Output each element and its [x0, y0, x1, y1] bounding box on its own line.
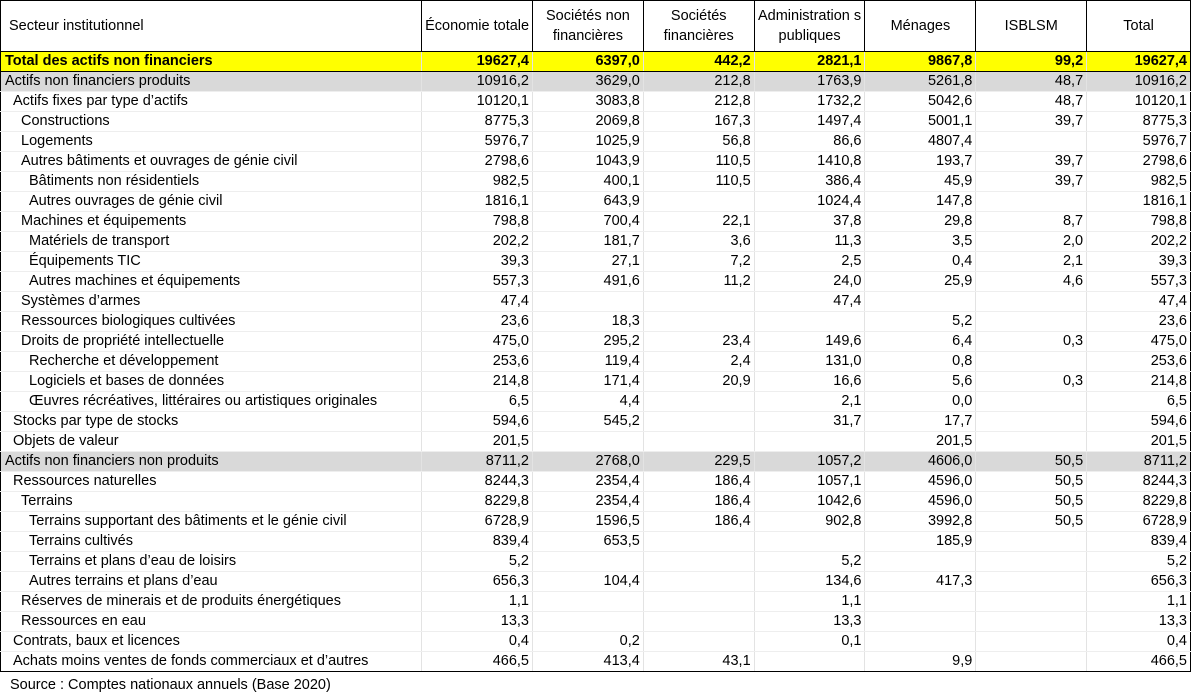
cell-value: 11,2: [643, 272, 754, 292]
row-label: Total des actifs non financiers: [1, 52, 422, 72]
cell-value: 1816,1: [1087, 192, 1191, 212]
cell-value: 3,6: [643, 232, 754, 252]
cell-value: 982,5: [1087, 172, 1191, 192]
row-label: Autres machines et équipements: [1, 272, 422, 292]
cell-value: 253,6: [1087, 352, 1191, 372]
cell-value: 10120,1: [422, 92, 533, 112]
cell-value: 50,5: [976, 472, 1087, 492]
table-row: [1, 232, 1191, 252]
cell-value: 202,2: [422, 232, 533, 252]
cell-value: 2,4: [643, 352, 754, 372]
cell-value: 8244,3: [422, 472, 533, 492]
cell-value: 5042,6: [865, 92, 976, 112]
cell-value: 13,3: [1087, 612, 1191, 632]
cell-value: 185,9: [865, 532, 976, 552]
row-label: Terrains et plans d’eau de loisirs: [1, 552, 422, 572]
cell-value: 653,5: [533, 532, 644, 552]
table-row: [1, 452, 1191, 472]
cell-value: 0,4: [1087, 632, 1191, 652]
cell-value: 8711,2: [1087, 452, 1191, 472]
cell-value: 253,6: [422, 352, 533, 372]
cell-value: [865, 552, 976, 572]
row-label: Logements: [1, 132, 422, 152]
cell-value: 56,8: [643, 132, 754, 152]
cell-value: 5976,7: [422, 132, 533, 152]
table-row: [1, 512, 1191, 532]
cell-value: [976, 612, 1087, 632]
cell-value: 37,8: [754, 212, 865, 232]
cell-value: 17,7: [865, 412, 976, 432]
row-label: Droits de propriété intellectuelle: [1, 332, 422, 352]
row-label: Recherche et développement: [1, 352, 422, 372]
cell-value: [643, 392, 754, 412]
cell-value: 417,3: [865, 572, 976, 592]
cell-value: 466,5: [422, 652, 533, 672]
table-row: [1, 352, 1191, 372]
row-label: Actifs non financiers non produits: [1, 452, 422, 472]
cell-value: 50,5: [976, 452, 1087, 472]
cell-value: 23,6: [422, 312, 533, 332]
table-body: [1, 52, 1191, 672]
cell-value: 1024,4: [754, 192, 865, 212]
cell-value: 386,4: [754, 172, 865, 192]
cell-value: 201,5: [865, 432, 976, 452]
cell-value: 798,8: [422, 212, 533, 232]
cell-value: 147,8: [865, 192, 976, 212]
table-row: [1, 392, 1191, 412]
row-label: Contrats, baux et licences: [1, 632, 422, 652]
cell-value: 39,7: [976, 112, 1087, 132]
cell-value: 2,1: [976, 252, 1087, 272]
cell-value: 5,2: [1087, 552, 1191, 572]
cell-value: 0,3: [976, 332, 1087, 352]
cell-value: 442,2: [643, 52, 754, 72]
cell-value: 9867,8: [865, 52, 976, 72]
cell-value: 119,4: [533, 352, 644, 372]
cell-value: 557,3: [1087, 272, 1191, 292]
table-row: [1, 132, 1191, 152]
cell-value: 29,8: [865, 212, 976, 232]
cell-value: 594,6: [422, 412, 533, 432]
cell-value: 50,5: [976, 512, 1087, 532]
cell-value: [976, 392, 1087, 412]
row-label: Ressources naturelles: [1, 472, 422, 492]
cell-value: 167,3: [643, 112, 754, 132]
cell-value: 4807,4: [865, 132, 976, 152]
table-row: [1, 112, 1191, 132]
cell-value: 2354,4: [533, 492, 644, 512]
header-administrations-publiques: Administration s publiques: [754, 1, 865, 52]
cell-value: 6397,0: [533, 52, 644, 72]
cell-value: 23,6: [1087, 312, 1191, 332]
header-total: Total: [1087, 1, 1191, 52]
table-row: [1, 372, 1191, 392]
table-row: [1, 172, 1191, 192]
cell-value: 6,5: [1087, 392, 1191, 412]
cell-value: [643, 572, 754, 592]
cell-value: 45,9: [865, 172, 976, 192]
cell-value: 186,4: [643, 512, 754, 532]
header-societes-financieres: Sociétés financières: [643, 1, 754, 52]
row-label: Stocks par type de stocks: [1, 412, 422, 432]
row-label: Achats moins ventes de fonds commerciaux et d’autres: [1, 652, 422, 672]
cell-value: 2798,6: [1087, 152, 1191, 172]
row-label: Réserves de minerais et de produits énergétiques: [1, 592, 422, 612]
cell-value: [976, 572, 1087, 592]
cell-value: 13,3: [422, 612, 533, 632]
cell-value: 8229,8: [422, 492, 533, 512]
cell-value: 5976,7: [1087, 132, 1191, 152]
cell-value: 48,7: [976, 92, 1087, 112]
cell-value: 186,4: [643, 472, 754, 492]
cell-value: 201,5: [1087, 432, 1191, 452]
table-row: [1, 612, 1191, 632]
cell-value: 212,8: [643, 72, 754, 92]
cell-value: 700,4: [533, 212, 644, 232]
cell-value: 39,7: [976, 172, 1087, 192]
cell-value: 3083,8: [533, 92, 644, 112]
cell-value: 1025,9: [533, 132, 644, 152]
row-label: Autres ouvrages de génie civil: [1, 192, 422, 212]
table-row: [1, 72, 1191, 92]
cell-value: 2,1: [754, 392, 865, 412]
row-label: Équipements TIC: [1, 252, 422, 272]
cell-value: 186,4: [643, 492, 754, 512]
cell-value: 0,8: [865, 352, 976, 372]
cell-value: 3,5: [865, 232, 976, 252]
cell-value: 2354,4: [533, 472, 644, 492]
header-sector: Secteur institutionnel: [1, 1, 422, 52]
cell-value: 1,1: [422, 592, 533, 612]
cell-value: [865, 592, 976, 612]
cell-value: [976, 432, 1087, 452]
cell-value: 9,9: [865, 652, 976, 672]
cell-value: [643, 292, 754, 312]
cell-value: 8711,2: [422, 452, 533, 472]
cell-value: [643, 632, 754, 652]
cell-value: 1816,1: [422, 192, 533, 212]
cell-value: 5261,8: [865, 72, 976, 92]
row-label: Terrains: [1, 492, 422, 512]
cell-value: 2798,6: [422, 152, 533, 172]
cell-value: 2,0: [976, 232, 1087, 252]
cell-value: 171,4: [533, 372, 644, 392]
row-label: Logiciels et bases de données: [1, 372, 422, 392]
table-row: [1, 92, 1191, 112]
cell-value: 201,5: [422, 432, 533, 452]
cell-value: [643, 552, 754, 572]
cell-value: [865, 612, 976, 632]
table-row: [1, 532, 1191, 552]
row-label: Terrains supportant des bâtiments et le génie civil: [1, 512, 422, 532]
cell-value: 5001,1: [865, 112, 976, 132]
cell-value: 19627,4: [1087, 52, 1191, 72]
cell-value: 18,3: [533, 312, 644, 332]
cell-value: 19627,4: [422, 52, 533, 72]
cell-value: 23,4: [643, 332, 754, 352]
cell-value: 557,3: [422, 272, 533, 292]
cell-value: [976, 312, 1087, 332]
cell-value: 229,5: [643, 452, 754, 472]
cell-value: [533, 552, 644, 572]
cell-value: [865, 292, 976, 312]
cell-value: 2768,0: [533, 452, 644, 472]
cell-value: 0,1: [754, 632, 865, 652]
cell-value: 8775,3: [1087, 112, 1191, 132]
row-label: Constructions: [1, 112, 422, 132]
header-isblsm: ISBLSM: [976, 1, 1087, 52]
row-label: Matériels de transport: [1, 232, 422, 252]
cell-value: 839,4: [1087, 532, 1191, 552]
row-label: Objets de valeur: [1, 432, 422, 452]
cell-value: 47,4: [754, 292, 865, 312]
cell-value: [643, 312, 754, 332]
table-row: [1, 292, 1191, 312]
table-row: [1, 472, 1191, 492]
table-row: [1, 332, 1191, 352]
cell-value: 47,4: [1087, 292, 1191, 312]
cell-value: 295,2: [533, 332, 644, 352]
row-label: Actifs fixes par type d’actifs: [1, 92, 422, 112]
cell-value: 902,8: [754, 512, 865, 532]
cell-value: [754, 652, 865, 672]
table-row: [1, 652, 1191, 672]
row-label: Machines et équipements: [1, 212, 422, 232]
cell-value: 8775,3: [422, 112, 533, 132]
table-row: [1, 212, 1191, 232]
cell-value: 39,3: [1087, 252, 1191, 272]
cell-value: 39,7: [976, 152, 1087, 172]
cell-value: 0,3: [976, 372, 1087, 392]
cell-value: 3629,0: [533, 72, 644, 92]
cell-value: [643, 192, 754, 212]
table-row: [1, 252, 1191, 272]
cell-value: [533, 592, 644, 612]
cell-value: [976, 292, 1087, 312]
cell-value: 594,6: [1087, 412, 1191, 432]
cell-value: 4596,0: [865, 492, 976, 512]
cell-value: [643, 592, 754, 612]
cell-value: 110,5: [643, 152, 754, 172]
row-label: Autres terrains et plans d’eau: [1, 572, 422, 592]
row-label: Œuvres récréatives, littéraires ou artistiques originales: [1, 392, 422, 412]
cell-value: [976, 652, 1087, 672]
row-label: Ressources en eau: [1, 612, 422, 632]
cell-value: 6728,9: [422, 512, 533, 532]
cell-value: 0,2: [533, 632, 644, 652]
table-row: [1, 572, 1191, 592]
cell-value: 1057,2: [754, 452, 865, 472]
cell-value: 134,6: [754, 572, 865, 592]
cell-value: 8,7: [976, 212, 1087, 232]
row-label: Terrains cultivés: [1, 532, 422, 552]
cell-value: 475,0: [422, 332, 533, 352]
cell-value: 149,6: [754, 332, 865, 352]
header-economie-totale: Économie totale: [422, 1, 533, 52]
cell-value: [976, 552, 1087, 572]
cell-value: 982,5: [422, 172, 533, 192]
cell-value: 0,0: [865, 392, 976, 412]
cell-value: 13,3: [754, 612, 865, 632]
cell-value: 6,4: [865, 332, 976, 352]
cell-value: 1763,9: [754, 72, 865, 92]
cell-value: 6728,9: [1087, 512, 1191, 532]
cell-value: [533, 612, 644, 632]
cell-value: 466,5: [1087, 652, 1191, 672]
cell-value: [754, 532, 865, 552]
header-societes-non-financieres: Sociétés non financières: [533, 1, 644, 52]
cell-value: 8244,3: [1087, 472, 1191, 492]
source-note: Source : Comptes nationaux annuels (Base 2020): [10, 677, 331, 693]
cell-value: 656,3: [422, 572, 533, 592]
row-label: Autres bâtiments et ouvrages de génie civil: [1, 152, 422, 172]
cell-value: 2,5: [754, 252, 865, 272]
cell-value: 11,3: [754, 232, 865, 252]
cell-value: [976, 412, 1087, 432]
row-label: Bâtiments non résidentiels: [1, 172, 422, 192]
cell-value: [533, 292, 644, 312]
table-row: [1, 272, 1191, 292]
cell-value: [976, 632, 1087, 652]
cell-value: 131,0: [754, 352, 865, 372]
cell-value: 1043,9: [533, 152, 644, 172]
cell-value: 475,0: [1087, 332, 1191, 352]
cell-value: 1596,5: [533, 512, 644, 532]
cell-value: [754, 432, 865, 452]
cell-value: 104,4: [533, 572, 644, 592]
cell-value: 8229,8: [1087, 492, 1191, 512]
table-row: [1, 192, 1191, 212]
cell-value: [643, 532, 754, 552]
cell-value: 1732,2: [754, 92, 865, 112]
cell-value: 214,8: [422, 372, 533, 392]
cell-value: 798,8: [1087, 212, 1191, 232]
cell-value: 6,5: [422, 392, 533, 412]
cell-value: 1057,1: [754, 472, 865, 492]
table-row: [1, 52, 1191, 72]
cell-value: [976, 592, 1087, 612]
cell-value: 48,7: [976, 72, 1087, 92]
table-row: [1, 632, 1191, 652]
cell-value: 1497,4: [754, 112, 865, 132]
cell-value: [976, 192, 1087, 212]
cell-value: 3992,8: [865, 512, 976, 532]
cell-value: 10916,2: [1087, 72, 1191, 92]
cell-value: 4,4: [533, 392, 644, 412]
row-label: Ressources biologiques cultivées: [1, 312, 422, 332]
cell-value: 212,8: [643, 92, 754, 112]
table-row: [1, 552, 1191, 572]
table-row: [1, 432, 1191, 452]
cell-value: 193,7: [865, 152, 976, 172]
cell-value: 5,6: [865, 372, 976, 392]
cell-value: 491,6: [533, 272, 644, 292]
cell-value: [643, 412, 754, 432]
table-row: [1, 312, 1191, 332]
cell-value: 202,2: [1087, 232, 1191, 252]
cell-value: 400,1: [533, 172, 644, 192]
cell-value: 4596,0: [865, 472, 976, 492]
cell-value: [976, 352, 1087, 372]
cell-value: [865, 632, 976, 652]
cell-value: [533, 432, 644, 452]
row-label: Systèmes d’armes: [1, 292, 422, 312]
cell-value: 47,4: [422, 292, 533, 312]
cell-value: 86,6: [754, 132, 865, 152]
cell-value: 839,4: [422, 532, 533, 552]
cell-value: 16,6: [754, 372, 865, 392]
cell-value: 4,6: [976, 272, 1087, 292]
cell-value: 1,1: [754, 592, 865, 612]
cell-value: 31,7: [754, 412, 865, 432]
cell-value: 24,0: [754, 272, 865, 292]
header-row: [1, 1, 1191, 52]
cell-value: 545,2: [533, 412, 644, 432]
cell-value: [643, 612, 754, 632]
cell-value: 413,4: [533, 652, 644, 672]
row-label: Actifs non financiers produits: [1, 72, 422, 92]
cell-value: [643, 432, 754, 452]
cell-value: 0,4: [422, 632, 533, 652]
cell-value: 656,3: [1087, 572, 1191, 592]
cell-value: 2821,1: [754, 52, 865, 72]
cell-value: 4606,0: [865, 452, 976, 472]
cell-value: 25,9: [865, 272, 976, 292]
cell-value: [754, 312, 865, 332]
cell-value: 1,1: [1087, 592, 1191, 612]
cell-value: 2069,8: [533, 112, 644, 132]
cell-value: 5,2: [865, 312, 976, 332]
cell-value: 39,3: [422, 252, 533, 272]
cell-value: 214,8: [1087, 372, 1191, 392]
cell-value: 10916,2: [422, 72, 533, 92]
cell-value: 1042,6: [754, 492, 865, 512]
table-row: [1, 152, 1191, 172]
cell-value: 50,5: [976, 492, 1087, 512]
table-row: [1, 492, 1191, 512]
cell-value: 181,7: [533, 232, 644, 252]
cell-value: 20,9: [643, 372, 754, 392]
table-row: [1, 412, 1191, 432]
cell-value: 0,4: [865, 252, 976, 272]
cell-value: 5,2: [422, 552, 533, 572]
cell-value: 1410,8: [754, 152, 865, 172]
header-menages: Ménages: [865, 1, 976, 52]
cell-value: 643,9: [533, 192, 644, 212]
cell-value: 43,1: [643, 652, 754, 672]
cell-value: 27,1: [533, 252, 644, 272]
cell-value: [976, 532, 1087, 552]
table-row: [1, 592, 1191, 612]
cell-value: 5,2: [754, 552, 865, 572]
cell-value: 22,1: [643, 212, 754, 232]
cell-value: 7,2: [643, 252, 754, 272]
cell-value: 110,5: [643, 172, 754, 192]
cell-value: [976, 132, 1087, 152]
cell-value: 10120,1: [1087, 92, 1191, 112]
cell-value: 99,2: [976, 52, 1087, 72]
